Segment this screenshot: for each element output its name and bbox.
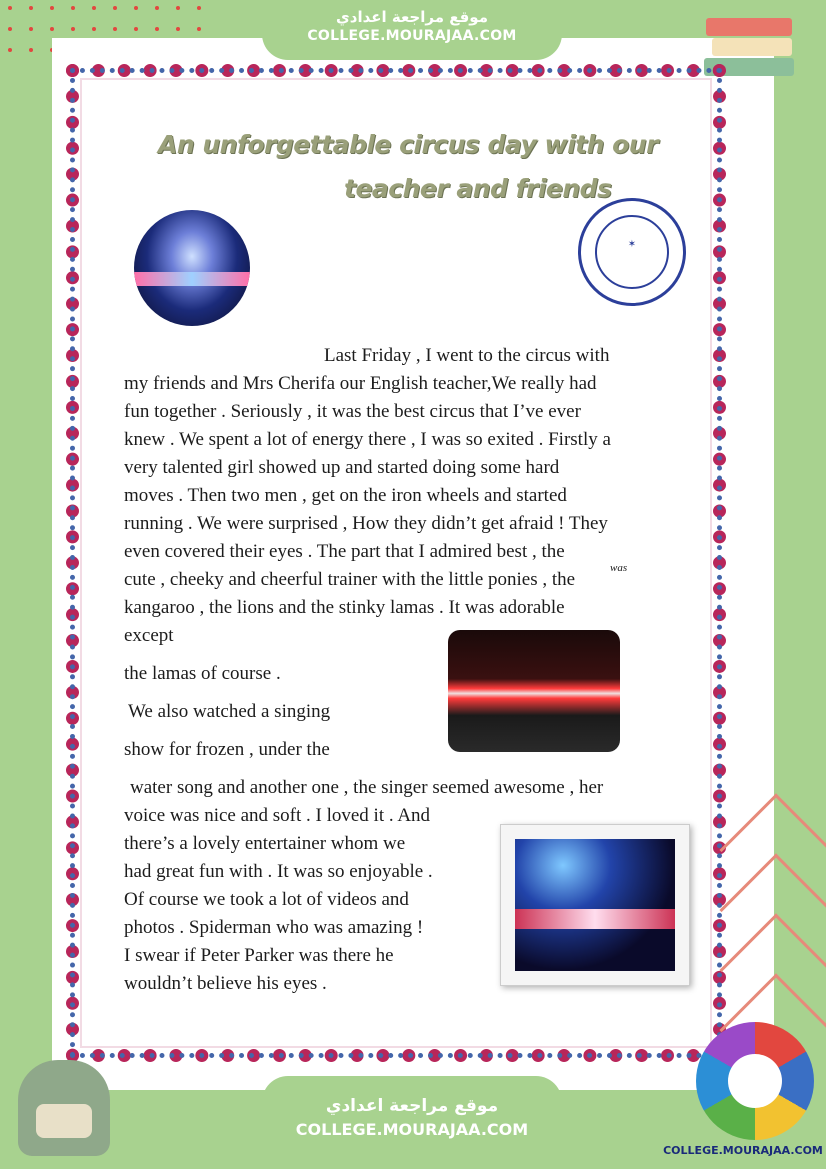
decorative-dot — [113, 27, 117, 31]
footer-site-arabic: موقع مراجعة اعدادي — [325, 1096, 499, 1116]
text-line: running . We were surprised , How they didn’t get afraid ! They — [124, 513, 608, 534]
decorative-dot — [176, 27, 180, 31]
header-site-url[interactable]: COLLEGE.MOURAJAA.COM — [307, 28, 517, 44]
text-line: except — [124, 625, 174, 646]
text-line: had great fun with . It was so enjoyable . — [124, 861, 433, 882]
decorative-dot — [134, 27, 138, 31]
decorative-dot — [71, 27, 75, 31]
text-line: I swear if Peter Parker was there he — [124, 945, 394, 966]
school-stamp: ✶ — [578, 198, 686, 306]
decorative-dot — [197, 6, 201, 10]
decorative-dot — [176, 6, 180, 10]
handwritten-correction: was — [610, 562, 628, 574]
text-line: Of course we took a lot of videos and — [124, 889, 409, 910]
decorative-dot — [134, 6, 138, 10]
text-line: my friends and Mrs Cherifa our English teacher,We really had — [124, 373, 597, 394]
decorative-dot — [8, 48, 12, 52]
text-line: Last Friday , I went to the circus with — [324, 345, 610, 366]
circus-photo-round — [134, 210, 250, 326]
backpack-icon — [18, 1060, 110, 1156]
decorative-dot — [197, 27, 201, 31]
footer-banner — [262, 1076, 562, 1169]
text-line: moves . Then two men , get on the iron wheels and started — [124, 485, 567, 506]
decorative-dot — [29, 27, 33, 31]
decorative-dot — [71, 6, 75, 10]
text-line: voice was nice and soft . I loved it . And — [124, 805, 431, 826]
footer-site-url[interactable]: COLLEGE.MOURAJAA.COM — [295, 1120, 529, 1139]
decorative-dot — [113, 6, 117, 10]
decorative-dot — [155, 6, 159, 10]
text-line: knew . We spent a lot of energy there , I was so exited . Firstly a — [124, 429, 611, 450]
text-line: We also watched a singing — [128, 701, 331, 722]
header-site-arabic: موقع مراجعة اعدادي — [336, 8, 488, 26]
decorative-dot — [50, 27, 54, 31]
decorative-dot — [8, 6, 12, 10]
decorative-dot — [50, 6, 54, 10]
decorative-dot — [29, 6, 33, 10]
circus-photo-2 — [500, 824, 690, 986]
text-line: water song and another one , the singer seemed awesome , her — [130, 777, 604, 798]
text-line: wouldn’t believe his eyes . — [124, 973, 327, 994]
text-line: cute , cheeky and cheerful trainer with the little ponies , the — [124, 569, 576, 590]
logo-url-label[interactable]: COLLEGE.MOURAJAA.COM — [663, 1144, 823, 1157]
document-title-line2: teacher and friends — [344, 174, 612, 203]
decorative-dot — [92, 6, 96, 10]
text-line: show for frozen , under the — [124, 739, 330, 760]
text-line: the lamas of course . — [124, 663, 281, 684]
text-line: photos . Spiderman who was amazing ! — [124, 917, 424, 938]
text-line: kangaroo , the lions and the stinky lamas . It was adorable — [124, 597, 565, 618]
decorative-dot — [155, 27, 159, 31]
header-banner — [262, 0, 562, 60]
decorative-dot — [29, 48, 33, 52]
text-line: fun together . Seriously , it was the best circus that I’ve ever — [124, 401, 581, 422]
text-line: very talented girl showed up and started doing some hard — [124, 457, 560, 478]
text-line: there’s a lovely entertainer whom we — [124, 833, 406, 854]
circus-photo-1 — [448, 630, 620, 752]
decorative-dot — [8, 27, 12, 31]
decorative-dot — [92, 27, 96, 31]
text-line: even covered their eyes . The part that I admired best , the — [124, 541, 565, 562]
document-title-line1: An unforgettable circus day with our — [158, 130, 658, 159]
site-logo-wheel — [696, 1022, 814, 1140]
